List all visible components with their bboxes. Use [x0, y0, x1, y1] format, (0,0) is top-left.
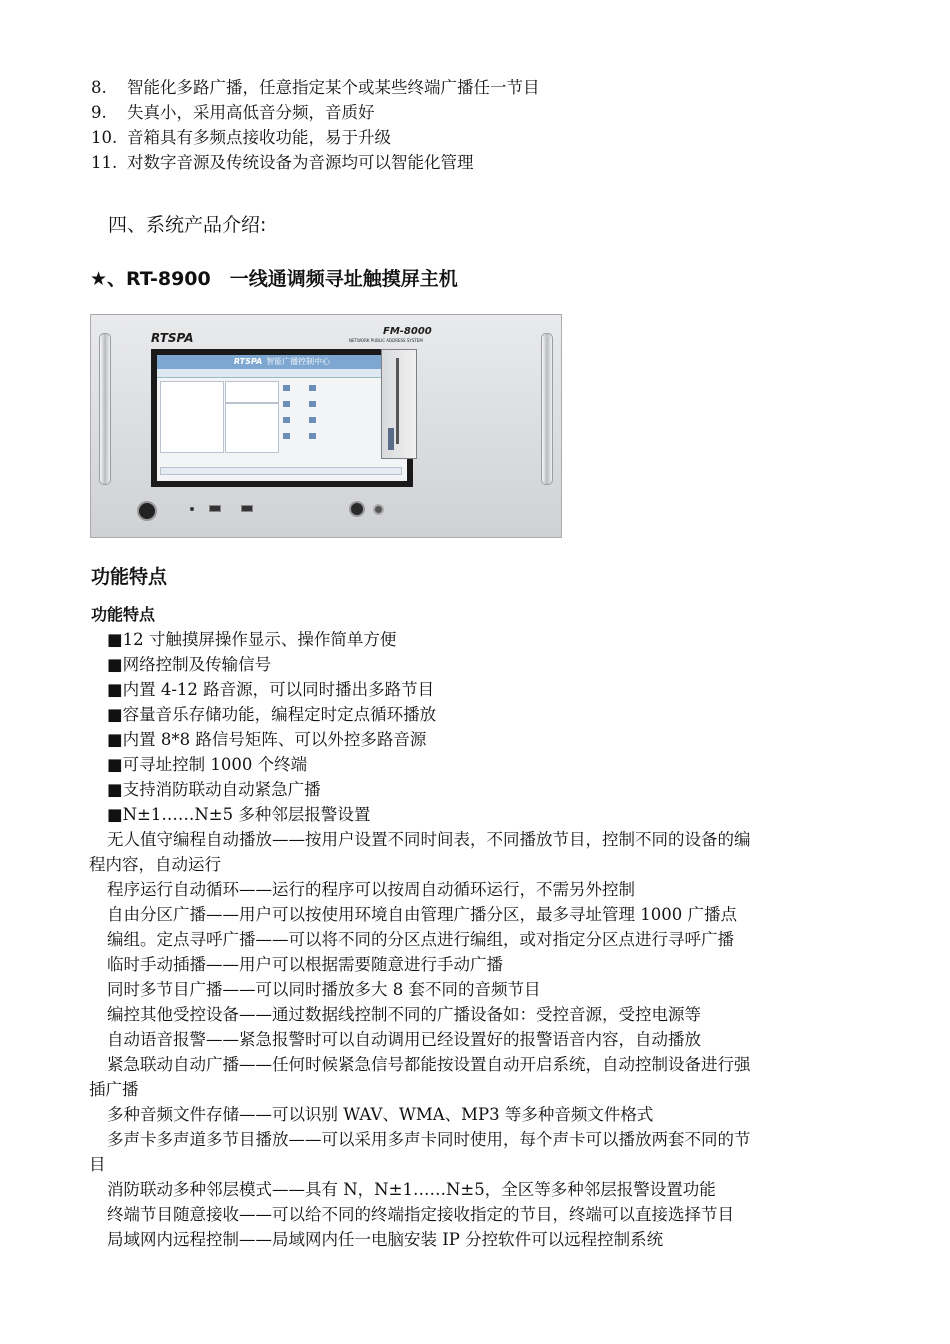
- paragraph-continuation: 目: [89, 1155, 106, 1174]
- paragraph: 终端节目随意接收——可以给不同的终端指定接收指定的节目，终端可以直接选择节目: [107, 1205, 734, 1224]
- section-heading: 四、系统产品介绍:: [108, 214, 267, 236]
- device-brand-right-sub: NETWORK PUBLIC ADDRESS SYSTEM: [349, 338, 423, 343]
- paragraph: 无人值守编程自动播放——按用户设置不同时间表，不同播放节目，控制不同的设备的编: [107, 830, 751, 849]
- paragraph: 自动语音报警——紧急报警时可以自动调用已经设置好的报警语音内容，自动播放: [107, 1030, 701, 1049]
- list-text: 对数字音源及传统设备为音源均可以智能化管理: [127, 153, 474, 172]
- screen-icon: [283, 385, 290, 391]
- volume-knob-icon: [349, 501, 365, 517]
- feature-bullet: ■支持消防联动自动紧急广播: [107, 780, 321, 799]
- device-brand-left: RTSPA: [151, 331, 194, 345]
- list-number: 11.: [91, 153, 118, 172]
- feature-bullet: ■容量音乐存储功能，编程定时定点循环播放: [107, 705, 437, 724]
- paragraph: 多声卡多声道多节目播放——可以采用多声卡同时使用，每个声卡可以播放两套不同的节: [107, 1130, 751, 1149]
- paragraph: 临时手动插播——用户可以根据需要随意进行手动广播: [107, 955, 503, 974]
- indicator-led-icon: [190, 507, 194, 511]
- list-text: 失真小，采用高低音分频，音质好: [127, 103, 375, 122]
- device-photo: [90, 314, 562, 538]
- device-brand-right: FM-8000: [383, 326, 432, 337]
- paragraph: 紧急联动自动广播——任何时候紧急信号都能按设置自动开启系统，自动控制设备进行强: [107, 1055, 751, 1074]
- usb-port-icon: [241, 505, 253, 512]
- cd-label: [388, 428, 394, 450]
- feature-bullet: ■内置 8*8 路信号矩阵、可以外控多路音源: [107, 730, 427, 749]
- screen-mid-panel-bottom: [225, 403, 279, 453]
- feature-bullet: ■N±1……N±5 多种邻层报警设置: [107, 805, 371, 824]
- screen-brand: RTSPA: [233, 357, 263, 366]
- list-number: 8.: [91, 78, 107, 97]
- screen-icon: [309, 385, 316, 391]
- paragraph: 自由分区广播——用户可以按使用环境自由管理广播分区，最多寻址管理 1000 广播点: [107, 905, 737, 924]
- paragraph-continuation: 插广播: [89, 1080, 139, 1099]
- mic-jack-icon: [373, 504, 384, 515]
- screen-icon: [309, 433, 316, 439]
- paragraph: 编组。定点寻呼广播——可以将不同的分区点进行编组，或对指定分区点进行寻呼广播: [107, 930, 734, 949]
- screen-icon: [283, 433, 290, 439]
- paragraph: 同时多节目广播——可以同时播放多大 8 套不同的音频节目: [107, 980, 541, 999]
- screen-icon: [309, 417, 316, 423]
- cd-slot: [396, 358, 399, 444]
- screen-icon: [283, 417, 290, 423]
- feature-bullet: ■网络控制及传输信号: [107, 655, 272, 674]
- list-number: 10.: [91, 128, 118, 147]
- paragraph: 消防联动多种邻层模式——具有 N，N±1……N±5，全区等多种邻层报警设置功能: [107, 1180, 716, 1199]
- feature-bullet: ■12 寸触摸屏操作显示、操作简单方便: [107, 630, 397, 649]
- screen-ui: [157, 355, 407, 481]
- list-item-11: [91, 152, 474, 174]
- power-button-icon: [137, 501, 157, 521]
- paragraph: 多种音频文件存储——可以识别 WAV、WMA、MP3 等多种音频文件格式: [107, 1105, 654, 1124]
- screen-icon: [283, 401, 290, 407]
- touch-screen: [151, 349, 413, 487]
- list-item-9: [91, 102, 375, 124]
- list-text: 智能化多路广播，任意指定某个或某些终端广播任一节目: [127, 78, 540, 97]
- paragraph-continuation: 程内容，自动运行: [89, 855, 221, 874]
- feature-bullet: ■内置 4-12 路音源，可以同时播出多路节目: [107, 680, 435, 699]
- screen-status-bar: [160, 467, 402, 475]
- usb-port-icon: [209, 505, 221, 512]
- list-item-8: [91, 77, 540, 99]
- right-handle: [541, 333, 553, 485]
- paragraph: 程序运行自动循环——运行的程序可以按周自动循环运行，不需另外控制: [107, 880, 635, 899]
- screen-mid-panel-top: [225, 381, 279, 403]
- left-handle: [99, 333, 111, 485]
- list-item-10: [91, 127, 391, 149]
- feature-bullet: ■可寻址控制 1000 个终端: [107, 755, 308, 774]
- paragraph: 局域网内远程控制——局域网内任一电脑安装 IP 分控软件可以远程控制系统: [107, 1230, 664, 1249]
- features-subheading: 功能特点: [91, 605, 156, 624]
- screen-title: 智能广播控制中心: [266, 357, 331, 366]
- list-number: 9.: [91, 103, 107, 122]
- screen-icon: [309, 401, 316, 407]
- product-heading: ★、RT-8900 一线通调频寻址触摸屏主机: [90, 268, 458, 290]
- features-heading: 功能特点: [91, 566, 168, 588]
- list-text: 音箱具有多频点接收功能，易于升级: [127, 128, 391, 147]
- screen-tab-strip: [157, 369, 407, 378]
- screen-left-panel: [160, 381, 224, 453]
- cd-drive: [381, 349, 417, 459]
- paragraph: 编控其他受控设备——通过数据线控制不同的广播设备如：受控音源，受控电源等: [107, 1005, 701, 1024]
- screen-title-bar: [157, 355, 407, 369]
